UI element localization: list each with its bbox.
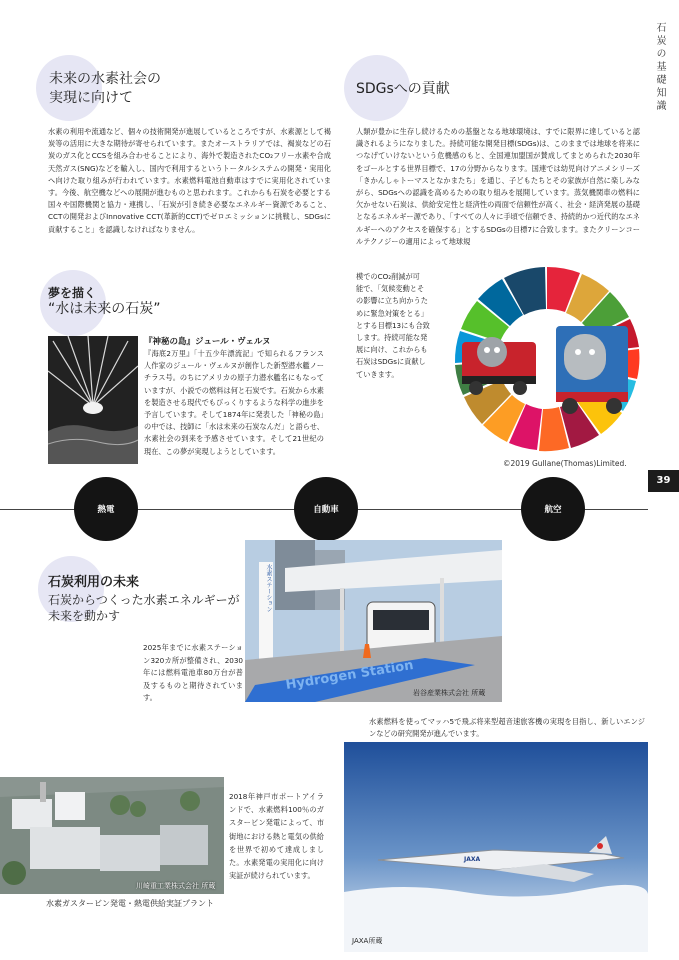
dream-book-title: 『神秘の島』ジュール・ヴェルヌ xyxy=(144,337,271,347)
blue-train-icon xyxy=(556,326,628,414)
plant-caption: 水素ガスタービン発電・熱電供給実証プラント xyxy=(46,899,214,908)
gas-turbine-plant-photo xyxy=(0,777,224,894)
plant-text: 2018年神戸市ポートアイランドで、水素燃料100％のガスタービン発電によって、市街地における熱と電気の供給を世界で初めて達成しました。水素発電の実用化に向け実証が続けられています。 xyxy=(229,792,324,881)
future-society-body: 水素の利用や流通など、個々の技術開発が進展しているところですが、水素源として褐炭等の活用に大きな期待が寄せられています。またオーストラリアでは、褐炭などの石炭のガス化とCCSを組み合わせることにより、海外で製造されたCO₂フリー水素や合成天然ガス(SNG)などを輸入し、国内で利用するというトータルシステムの開発・実用化へ向けた取り組みが行われています。水素燃料電池自動車はすでに実用化されています。今後、航空機などへの展開が進むものと思われます。これからも石炭を必要とする国々や国際機関と協力・連携し、「石炭が引き続き必要なエネルギー資源であること、CCTの開発およびInnovative CCT(革新的CCT)でゼロエミッションに挑戦し、SDGsに貢献すること」を認識しなければなりません。 xyxy=(48,127,331,234)
dream-body: 『海底2万里』「十五少年漂流記」で知られるフランス人作家のジュール・ヴェルヌが創作した新型潜水艦ノーチラス号。のちにアメリカの原子力潜水艦名にもなっていますが、小説での燃料は何と石炭です。石炭から水素を製造させる現代でもびっくりするような科学の進歩を予言しています。そして1874年に発表した「神秘の島」の中では、技師に「水は未来の石炭なんだ」と語らせ、水素社会の到来を予感させています。そして21世紀の現在、この夢が実現しようとしています。 xyxy=(144,349,324,456)
sdgs-line: めに緊急対策をとる」 xyxy=(356,308,428,318)
station-text: 2025年までに水素ステーション320カ所が整備され、2030年には燃料電池車80万台が普及するものと期待されています。 xyxy=(143,643,243,703)
aircraft-label: JAXA xyxy=(464,856,481,863)
sdgs-line: 石炭はSDGsに貢献し xyxy=(356,357,426,367)
dream-title-line1: 夢を描く xyxy=(48,286,97,300)
sdgs-wheel-svg xyxy=(452,264,642,454)
category-aviation: 航空 xyxy=(521,477,585,541)
future-use-subtitle-line1: 石炭からつくった水素エネルギーが xyxy=(48,593,240,607)
station-credit: 岩谷産業株式会社 所蔵 xyxy=(413,689,486,697)
sdgs-copyright: ©2019 Gullane(Thomas)Limited. xyxy=(503,459,627,468)
future-society-title-line1: 未来の水素社会の xyxy=(49,71,161,87)
future-use-subtitle xyxy=(48,592,240,624)
engraving-svg xyxy=(48,336,138,464)
station-floor-text: Hydrogen Station xyxy=(284,657,415,694)
aviation-text: 水素燃料を使ってマッハ5で飛ぶ将来型超音速旅客機の実現を目指し、新しいエンジンなどの研究開発が進んでいます。 xyxy=(369,717,645,739)
side-label: 石炭の基礎知識 xyxy=(654,22,665,113)
page-number: 39 xyxy=(648,470,679,492)
sdgs-title: SDGsへの貢献 xyxy=(356,81,450,97)
hydrogen-station-photo xyxy=(245,540,502,702)
dream-title-line2: “水は未来の石炭” xyxy=(48,301,161,317)
sdgs-body-top: 人類が豊かに生存し続けるための基盤となる地球環境は、すでに限界に達していると認識されるようになりました。持続可能な開発目標(SDGs)は、このままでは地球を将来につなげていけないという危機感のもと、全国連加盟国が賛成してまとめられた2030年をゴールとする世界目標で、17の分野からなります。国連では幼児向けアニメシリーズ「きかんしゃトーマスとなかまたち」を通じ、子どもたちとその家族が自然に楽しみながら、SDGsへの認識を高めるための取り組みを展開しています。蒸気機関車の燃料に欠かせない石炭は、供給安定性と経済性の両面で信頼性が高く、社会・経済発展の基礎となるエネルギー源であり、「すべての人々に手頃で信頼でき、持続的かつ近代的なエネルギーへのアクセスを確保する」とするSDGsの目標7に合致します。またクリーンコールテクノジーの適用によって地球規 xyxy=(356,127,640,246)
plant-credit: 川崎重工業株式会社 所蔵 xyxy=(136,882,216,890)
future-use-subtitle-line2: 未来を動かす xyxy=(48,609,121,623)
category-automobile: 自動車 xyxy=(294,477,358,541)
hypersonic-aircraft-photo xyxy=(344,742,648,952)
future-society-title-line2: 実現に向けて xyxy=(49,90,133,106)
mysterious-island-illustration xyxy=(48,336,138,464)
category-heat-power: 熱電 xyxy=(74,477,138,541)
sdgs-line: 展に向け、これからも xyxy=(356,345,428,355)
future-use-title: 石炭利用の未来 xyxy=(48,575,140,590)
plant-svg xyxy=(0,777,224,894)
station-sign-text: 水素ステーション xyxy=(265,564,272,612)
aircraft-svg xyxy=(344,742,648,952)
sdgs-line: ていきます。 xyxy=(356,369,399,379)
sdgs-body-lines xyxy=(356,271,456,381)
sdgs-line: とする目標13にも合致 xyxy=(356,320,430,330)
aviation-credit: JAXA所蔵 xyxy=(352,937,383,945)
sdgs-line: の影響に立ち向かうた xyxy=(356,296,428,306)
sdgs-wheel-illustration xyxy=(452,264,642,454)
sdgs-line: 模でのCO₂削減が可 xyxy=(356,272,420,281)
future-society-title xyxy=(49,70,249,108)
sdgs-line: 能で、「気候変動とそ xyxy=(356,284,425,294)
sdgs-line: します。持続可能な発 xyxy=(356,333,428,343)
